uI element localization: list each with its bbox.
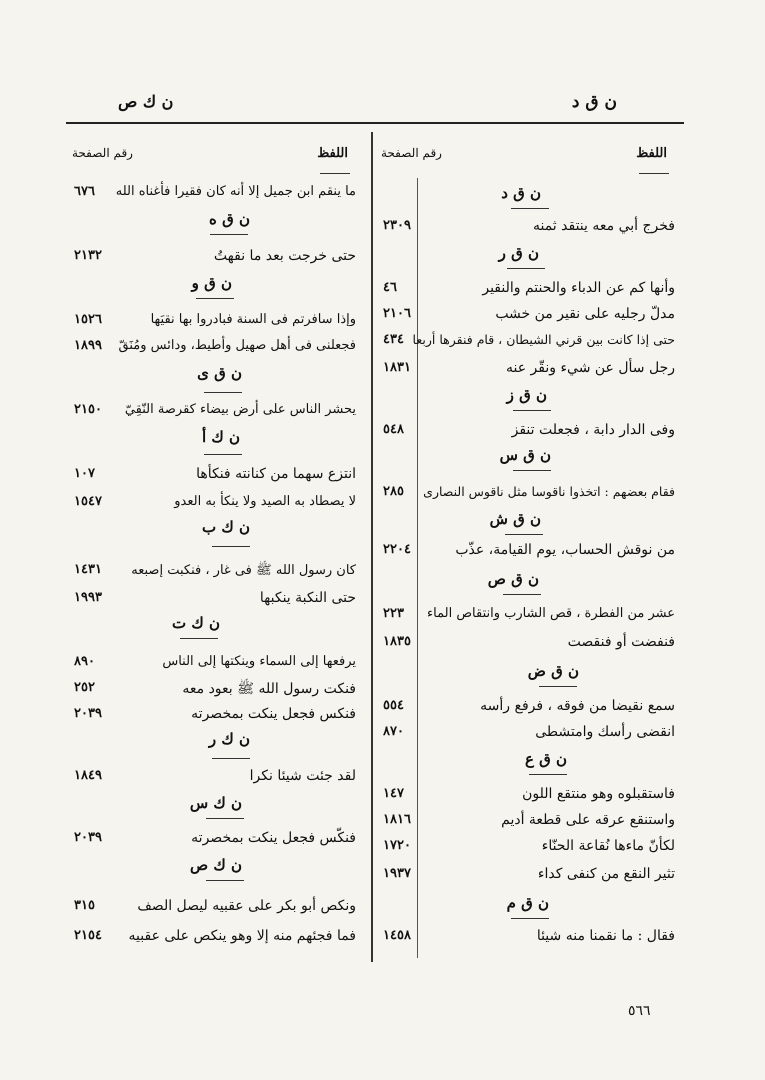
entry-text: مدلّ رجليه على نقير من خشب [495,306,675,322]
root-rule [511,918,549,919]
root-rule [513,470,551,471]
entry-text: يحشر الناس على أرض بيضاء كقرصة النّقِيّ [124,402,356,417]
entry-row [375,696,685,720]
entry-text: فما فجئهم منه إلا وهو ينكص على عقبيه [128,928,356,944]
word-label: اللفظ [317,146,348,161]
entry-row [66,588,366,612]
entry-text: لكأنّ ماءها نُقاعة الحنّاء [541,838,675,854]
root-heading: ن ق د [501,184,541,202]
entry-text: فاستقبلوه وهو منتقع اللون [522,786,675,802]
root-rule [511,208,549,209]
entry-page: ٢١٠٦ [383,306,411,321]
entry-row [375,330,685,354]
entry-text: ونكص أبو بكر على عقبيه ليصل الصف [137,898,356,914]
entry-page: ١٤٥٨ [383,928,411,943]
entry-text: لقد جئت شيئا نكرا [249,768,356,784]
entry-page: ١٨٩٩ [74,338,102,353]
root-rule [505,534,543,535]
entry-text: حتى خرجت بعد ما نقهتُ [213,248,356,264]
entry-text: انتزع سهما من كنانته فنكأها [196,466,356,482]
entry-page: ١٨٤٩ [74,768,102,783]
entry-page: ٤٦ [383,280,397,295]
entry-text: انقضى رأسك وامتشطى [535,724,675,740]
page-label: رقم الصفحة [72,146,133,160]
left-column [66,138,366,958]
entry-page: ٢١٥٤ [74,928,102,943]
entry-row [375,216,685,240]
root-rule [539,686,577,687]
right-column [375,138,685,958]
entry-text: عشر من الفطرة ، قص الشارب وانتقاص الماء [427,606,675,621]
root-heading: ن ق ض [527,662,579,680]
entry-text: من نوقش الحساب، يوم القيامة، عذّب [455,542,675,558]
root-heading: ن ق م [506,894,549,912]
entry-text: فجعلنى فى أهل صهيل وأطيط، ودائس ومُنَقّ [118,338,356,353]
entry-row [375,540,685,564]
root-heading: ن ق ص [487,570,539,588]
entry-page: ٤٣٤ [383,332,404,347]
entry-row [375,482,685,506]
entry-page: ٢٣٠٩ [383,218,411,233]
root-rule [507,268,545,269]
entry-page: ١٧٢٠ [383,838,411,853]
entry-text: وفى الدار دابة ، فجعلت تنقز [511,422,675,438]
root-heading: ن ق ر [498,244,539,262]
entry-page: ٨٩٠ [74,654,95,669]
root-heading: ن ك س [189,794,242,812]
entry-row [66,464,366,488]
entry-row [66,336,366,360]
entry-text: فقام بعضهم : اتخذوا ناقوسا مثل ناقوس النصارى [423,484,675,499]
root-heading: ن ق و [191,274,232,292]
root-heading: ن ك أ [202,428,240,446]
entry-text: واستنقع عرقه على قطعة أديم [501,812,675,828]
root-heading: ن ق ع [524,750,567,768]
root-rule [206,880,244,881]
header-root-right: ن ق د [571,92,617,112]
entry-page: ٥٥٤ [383,698,404,713]
word-label-underline [320,173,350,174]
entry-row [375,810,685,834]
entry-text: وأنها كم عن الدباء والحنتم والنقير [482,280,675,296]
entry-row [66,896,366,920]
entry-page: ١٠٧ [74,466,95,481]
entry-page: ٢١٥٠ [74,402,102,417]
entry-text: فنكس فجعل ينكت بمخصرته [191,706,356,722]
entry-row [375,304,685,328]
root-rule [204,392,242,393]
entry-page: ٢٨٥ [383,484,404,499]
entry-row [66,766,366,790]
root-rule [204,454,242,455]
entry-page: ١٥٢٦ [74,312,102,327]
entry-page: ١٤٣١ [74,562,102,577]
entry-row [66,492,366,516]
entry-text: فنكت رسول الله ﷺ بعود معه [182,681,356,697]
entry-text: سمع نقيضا من فوقه ، فرفع رأسه [480,698,675,714]
right-column-head [375,138,685,172]
root-rule [196,298,234,299]
page-label: رقم الصفحة [381,146,442,160]
word-label: اللفظ [636,146,667,161]
entry-row [66,704,366,728]
root-heading: ن ق ى [197,364,242,382]
entry-text: رجل سأل عن شيء ونقّر عنه [506,360,675,376]
entry-page: ٥٤٨ [383,422,404,437]
root-heading: ن ق ه [209,210,250,228]
column-divider [371,132,373,962]
entry-row [375,420,685,444]
root-heading: ن ق ز [506,386,547,404]
entry-page: ١٨٣١ [383,360,411,375]
word-label-underline [639,173,669,174]
root-rule [212,758,250,759]
root-rule [206,818,244,819]
page-number: ٥٦٦ [628,1003,651,1019]
root-rule [180,638,218,639]
entry-page: ١٩٩٣ [74,590,102,605]
entry-page: ٨٧٠ [383,724,404,739]
left-column-head [66,138,366,172]
entry-text: حتى النكبة ينكبها [259,590,356,606]
entry-page: ٦٧٦ [74,184,95,199]
entry-text: ما ينقم ابن جميل إلا أنه كان فقيرا فأغناه الله [115,184,356,199]
root-rule [529,774,567,775]
entry-page: ٢٢٣ [383,606,404,621]
entry-text: فقال : ما نقمنا منه شيئا [536,928,675,944]
entry-text: كان رسول الله ﷺ فى غار ، فنكبت إصبعه [131,563,356,578]
root-rule [503,594,541,595]
entry-page: ١٥٤٧ [74,494,102,509]
entry-row [66,926,366,950]
root-rule [513,410,551,411]
root-heading: ن ك ص [190,856,242,874]
entry-page: ٢٥٢ [74,680,95,695]
root-heading: ن ك ت [172,614,220,632]
entry-text: يرفعها إلى السماء وينكتها إلى الناس [162,654,356,669]
entry-text: لا يصطاد به الصيد ولا ينكأ به العدو [174,494,356,509]
entry-row [66,246,366,270]
entry-row [66,182,366,206]
root-heading: ن ق ش [489,510,541,528]
entry-row [375,278,685,302]
entry-page: ٣١٥ [74,898,95,913]
entry-text: فنكّس فجعل ينكت بمخصرته [191,830,356,846]
entry-text: فنفضت أو فنقصت [567,634,675,650]
entry-page: ٢٢٠٤ [383,542,411,557]
entry-page: ٢١٣٢ [74,248,102,263]
entry-row [66,652,366,676]
entry-row [66,400,366,424]
header-rule [66,122,684,124]
entry-row [66,560,366,584]
root-heading: ن ك ب [202,518,250,536]
entry-text: تثير النقع من كنفى كداء [537,866,675,882]
root-rule [212,546,250,547]
root-rule [210,234,248,235]
entry-row [375,632,685,656]
entry-page: ٢٠٣٩ [74,706,102,721]
entry-row [375,926,685,950]
entry-text: حتى إذا كانت بين قرني الشيطان ، قام فنقرها أربعا [412,332,675,347]
header-root-left: ن ك ص [118,92,174,111]
entry-page: ١٨١٦ [383,812,411,827]
entry-text: فخرج أبي معه ينتقد ثمنه [532,218,675,234]
entry-row [375,722,685,746]
page-header [0,92,765,122]
entry-row [375,784,685,808]
root-heading: ن ق س [499,446,551,464]
root-heading: ن ك ر [208,730,250,748]
entry-page: ١٩٣٧ [383,866,411,881]
entry-page: ١٤٧ [383,786,404,801]
entry-row [66,828,366,852]
entry-row [66,310,366,334]
entry-row [375,604,685,628]
entry-row [66,678,366,702]
entry-text: وإذا سافرتم فى السنة فبادروا بها نقيَها [150,312,356,327]
entry-row [375,864,685,888]
entry-row [375,836,685,860]
entry-page: ٢٠٣٩ [74,830,102,845]
entry-page: ١٨٣٥ [383,634,411,649]
entry-row [375,358,685,382]
